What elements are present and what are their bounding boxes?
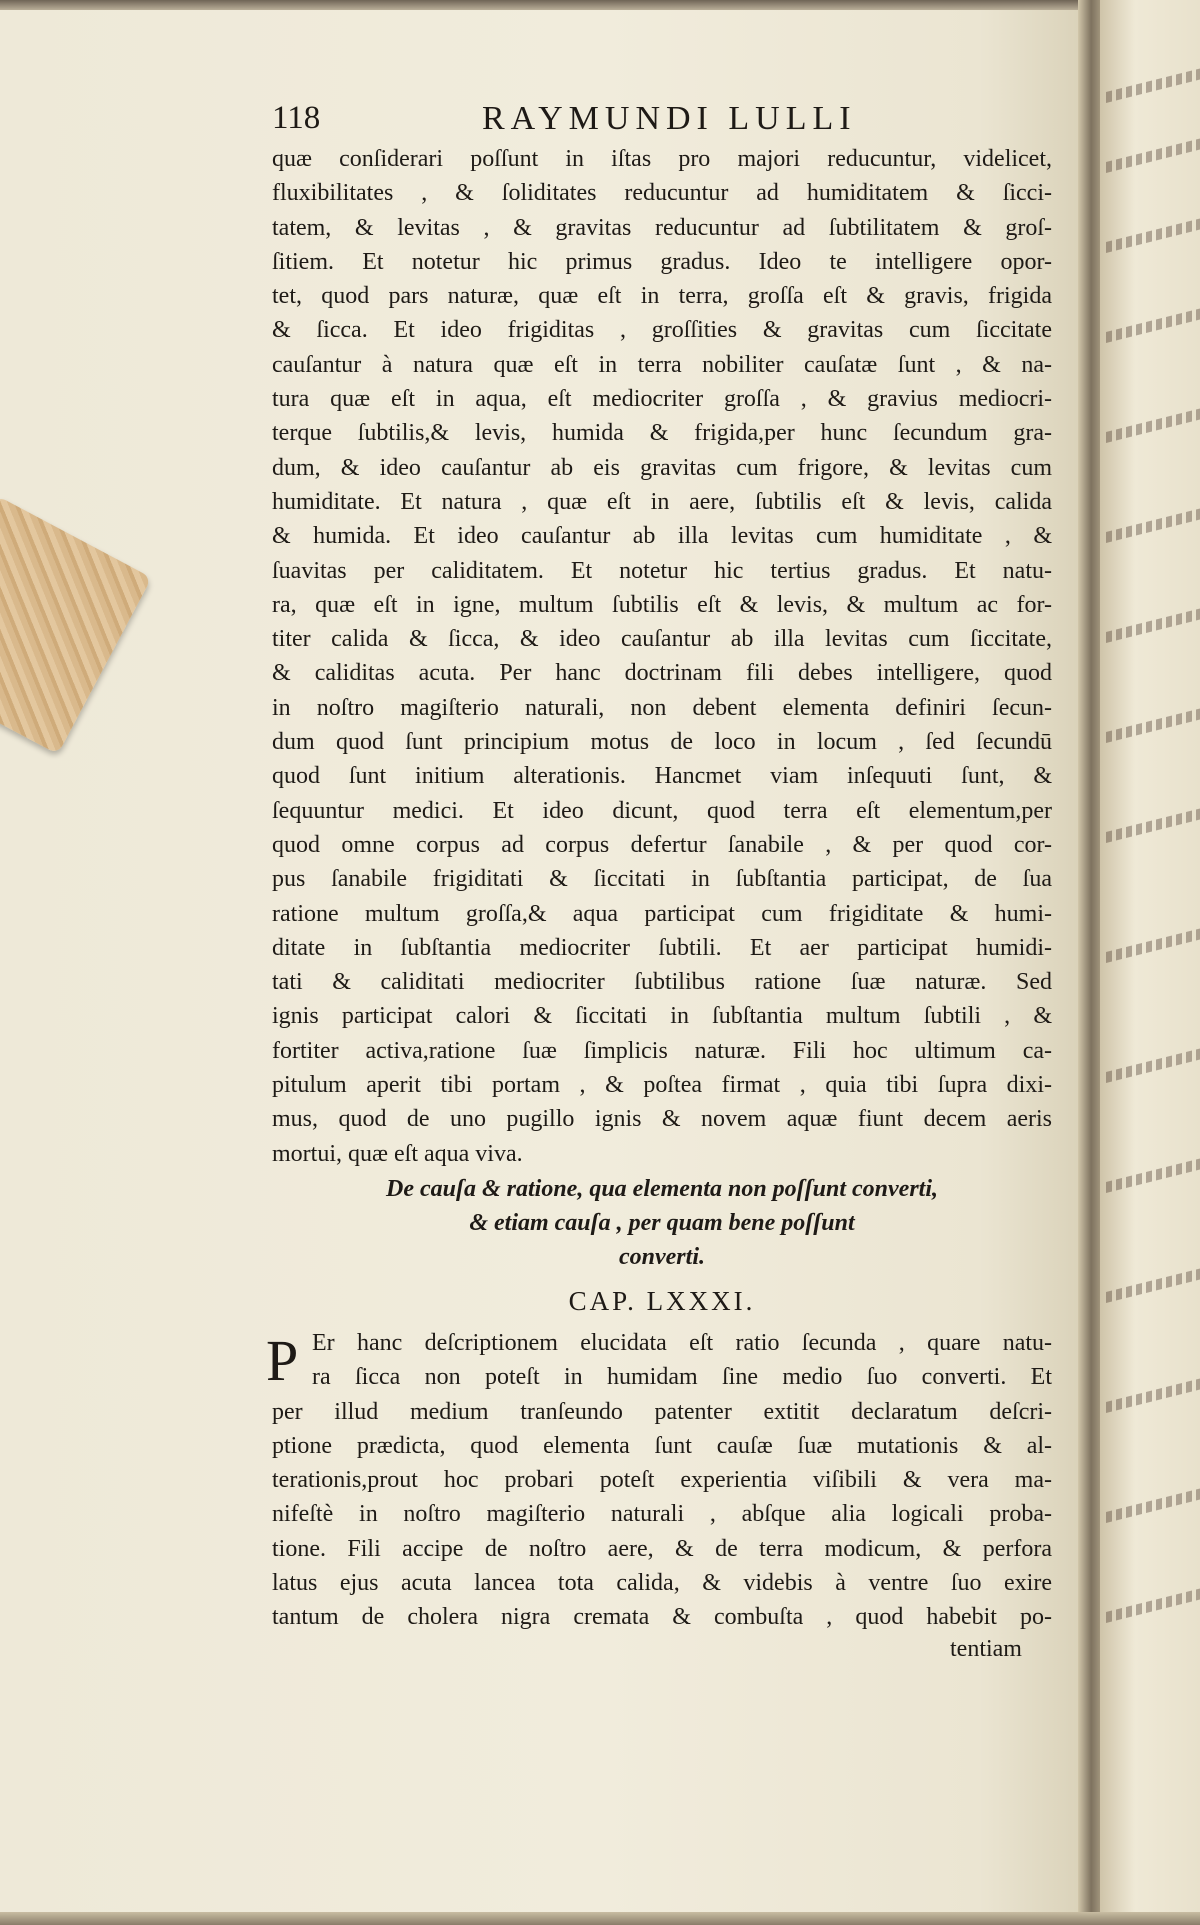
text-line: terationis,prout hoc probari poteſt experientia viſibili & vera ma-: [272, 1467, 1052, 1494]
text-line: ditate in ſubſtantia mediocriter ſubtili. Et aer participat humidi-: [272, 934, 1052, 961]
text-line: quod omne corpus ad corpus defertur ſanabile , & per quod cor-: [272, 831, 1052, 858]
bleed-through-text: [1106, 1378, 1200, 1413]
catchword: tentiam: [950, 1636, 1022, 1662]
text-line: dum quod ſunt principium motus de loco in locum , ſed ſecundū: [272, 729, 1052, 756]
bleed-through-text: [1106, 1048, 1200, 1083]
text-line: mortui, quæ eſt aqua viva.: [272, 1140, 523, 1167]
bleed-through-text: [1106, 1588, 1200, 1623]
text-line: tatem, & levitas , & gravitas reducuntur ad ſubtilitatem & groſ-: [272, 214, 1052, 241]
text-line: dum, & ideo cauſantur ab eis gravitas cum frigore, & levitas cum: [272, 454, 1052, 481]
text-line: per illud medium tranſeundo patenter extitit declaratum deſcri-: [272, 1398, 1052, 1425]
text-line: fortiter activa,ratione ſuæ ſimplicis naturæ. Fili hoc ultimum ca-: [272, 1037, 1052, 1064]
text-line: fluxibilitates , & ſoliditates reducuntur ad humiditatem & ſicci-: [272, 180, 1052, 207]
text-line: pitulum aperit tibi portam , & poſtea firmat , quia tibi ſupra dixi-: [272, 1072, 1052, 1099]
text-line: ratione multum groſſa,& aqua participat cum frigiditate & humi-: [272, 900, 1052, 927]
running-head: [272, 100, 1072, 140]
text-line: titer calida & ſicca, & ideo cauſantur ab illa levitas cum ſiccitate,: [272, 626, 1052, 653]
text-line: tura quæ eſt in aqua, eſt mediocriter groſſa , & gravius mediocri-: [272, 386, 1052, 413]
text-line: & ſicca. Et ideo frigiditas , groſſities & gravitas cum ſiccitate: [272, 317, 1052, 344]
text-line: ignis participat calori & ſiccitati in ſubſtantia multum ſubtili , &: [272, 1003, 1052, 1030]
text-line: quod ſunt initium alterationis. Hancmet viam inſequuti ſunt, &: [272, 763, 1052, 790]
text-line: terque ſubtilis,& levis, humida & frigida,per hunc ſecundum gra-: [272, 420, 1052, 447]
text-line: Er hanc deſcriptionem elucidata eſt ratio ſecunda , quare natu-: [312, 1330, 1052, 1356]
text-line: ſequuntur medici. Et ideo dicunt, quod terra eſt elementum,per: [272, 797, 1052, 824]
text-line: tet, quod pars naturæ, quæ eſt in terra, groſſa eſt & gravis, frigida: [272, 283, 1052, 310]
text-line: mus, quod de uno pugillo ignis & novem aquæ fiunt decem aeris: [272, 1106, 1052, 1133]
drop-cap: P: [266, 1328, 299, 1393]
text-line: tantum de cholera nigra cremata & combuſta , quod habebit po-: [272, 1604, 1052, 1631]
book-gutter: [1078, 0, 1102, 1925]
bleed-through-text: [1106, 708, 1200, 743]
text-line: nifeſtè in noſtro magiſterio naturali , abſque alia logicali proba-: [272, 1501, 1052, 1528]
page-number: 118: [272, 100, 321, 136]
bleed-through-text: [1106, 608, 1200, 643]
bleed-through-text: [1106, 68, 1200, 103]
text-line: in noſtro magiſterio naturali, non debent elementa definiri ſecun-: [272, 694, 1052, 721]
text-line: ſitiem. Et notetur hic primus gradus. Ideo te intelligere opor-: [272, 248, 1052, 275]
rubric-line: converti.: [619, 1244, 705, 1270]
bleed-through-text: [1106, 928, 1200, 963]
text-line: humiditate. Et natura , quæ eſt in aere, ſubtilis eſt & levis, calida: [272, 488, 1052, 515]
bleed-through-text: [1106, 218, 1200, 253]
bleed-through-text: [1106, 808, 1200, 843]
chapter-text: [266, 1326, 1052, 1635]
bleed-through-text: [1106, 308, 1200, 343]
bleed-through-text: [1106, 508, 1200, 543]
text-line: & humida. Et ideo cauſantur ab illa levitas cum humiditate , &: [272, 523, 1052, 550]
bleed-through-text: [1106, 138, 1200, 173]
text-line: ra, quæ eſt in igne, multum ſubtilis eſt & levis, & multum ac for-: [272, 591, 1052, 618]
page-top-edge: [0, 0, 1200, 10]
facing-page-edge: [1100, 0, 1200, 1925]
text-line: quæ conſiderari poſſunt in iſtas pro majori reducuntur, videlicet,: [272, 146, 1052, 172]
text-line: pus ſanabile frigiditati & ſiccitati in ſubſtantia participat, de ſua: [272, 866, 1052, 893]
bleed-through-text: [1106, 1488, 1200, 1523]
bleed-through-text: [1106, 1158, 1200, 1193]
chapter-heading: CAP. LXXXI.: [568, 1286, 756, 1316]
text-line: tati & caliditati mediocriter ſubtilibus ratione ſuæ naturæ. Sed: [272, 969, 1052, 996]
text-line: ſuavitas per caliditatem. Et notetur hic tertius gradus. Et natu-: [272, 557, 1052, 584]
body-text: [272, 142, 1052, 1171]
page-bottom-edge: [0, 1912, 1200, 1925]
text-line: ptione prædicta, quod elementa ſunt cauſæ ſuæ mutationis & al-: [272, 1432, 1052, 1459]
bleed-through-text: [1106, 408, 1200, 443]
rubric-line: De cauſa & ratione, qua elementa non poſſunt converti,: [386, 1176, 938, 1202]
chapter-rubric: [272, 1172, 1052, 1274]
rubric-line: & etiam cauſa , per quam bene poſſunt: [469, 1210, 855, 1236]
text-line: & caliditas acuta. Per hanc doctrinam fili debes intelligere, quod: [272, 660, 1052, 687]
text-line: cauſantur à natura quæ eſt in terra nobiliter cauſatæ ſunt , & na-: [272, 351, 1052, 378]
running-title: RAYMUNDI LULLI: [482, 100, 857, 137]
text-line: latus ejus acuta lancea tota calida, & videbis à ventre ſuo exire: [272, 1570, 1052, 1597]
text-line: ra ſicca non poteſt in humidam ſine medio ſuo converti. Et: [312, 1364, 1052, 1391]
bleed-through-text: [1106, 1268, 1200, 1303]
text-line: tione. Fili accipe de noſtro aere, & de terra modicum, & perfora: [272, 1535, 1052, 1562]
